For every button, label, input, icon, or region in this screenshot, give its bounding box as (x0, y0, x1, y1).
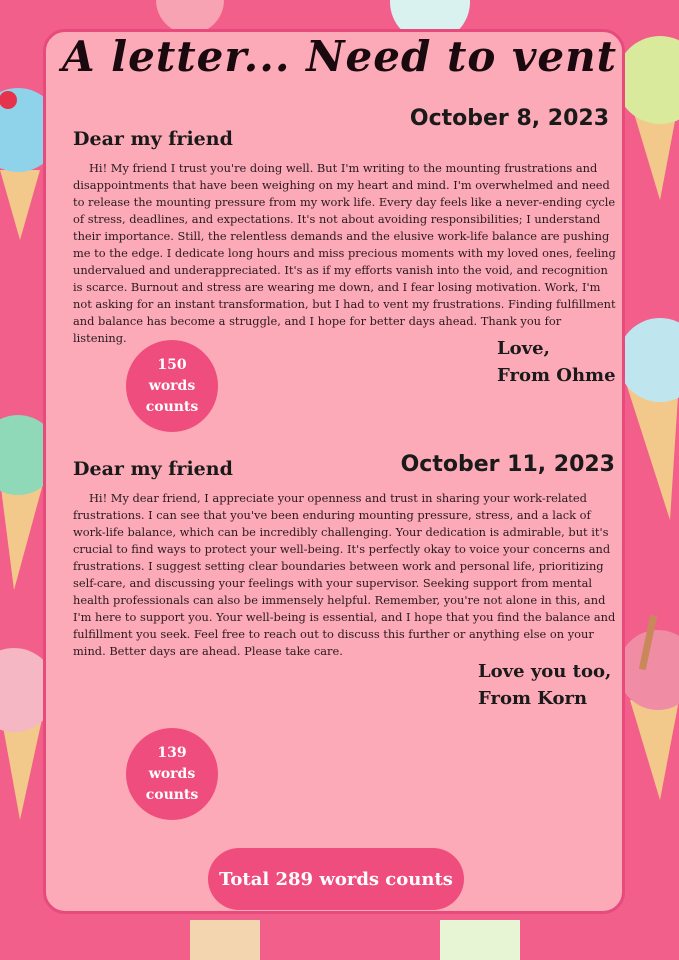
word-count-label: words (148, 377, 196, 394)
letter-signature: From Korn (478, 688, 588, 709)
letter-signature-block (478, 658, 611, 712)
word-count-label: counts (145, 786, 199, 803)
ice-cream-icon (190, 920, 520, 960)
word-count-badge (126, 728, 218, 820)
ice-cream-icon (618, 318, 679, 520)
letter-body: Hi! My dear friend, I appreciate your openness and trust in sharing your work-related frustrations. I can see that you've been enduring mounting pressure, stress, and a lack of work-life balance, which can be incredibly challenging. Your dedication is admirable, but it's crucial to find ways to protect your well-being. It's perfectly okay to voice your concerns and frustrations. I suggest setting clear boundaries between work and personal life, prioritizing self-care, and discussing your feelings with your supervisor. Seeking support from mental health professionals can also be immensely helpful. Remember, you're not alone in this, and I'm here to support you. Your well-being is essential, and I hope that you find the balance and fulfillment you seek. Feel free to reach out to discuss this further or anything else on your mind. Better days are ahead. Please take care. (73, 491, 616, 658)
letter-closing: Love you too, (478, 661, 612, 682)
letter-body: Hi! My friend I trust you're doing well. But I'm writing to the mounting frustrations and disappointments that have been weighing on my heart and mind. I'm overwhelmed and need to release the mounting pressure from my work life. Every day feels like a never-ending cycle of stress, deadlines, and expectations. It's not about avoiding responsibilities; I understand their importance. Still, the relentless demands and the elusive work-life balance are pushing me to the edge. I dedicate long hours and miss precious moments with my loved ones, feeling undervalued and underappreciated. It's as if my efforts vanish into the void, and recognition is scarce. Burnout and stress are wearing me down, and I fear losing motivation. Work, I'm not asking for an instant transformation, but I had to vent my frustrations. Finding fulfillment and balance has become a struggle, and I hope for better days ahead. Thank you for listening. (73, 161, 616, 345)
letter-closing: Love, (497, 338, 550, 359)
ice-cream-icon (618, 615, 679, 800)
word-count-number: 139 (157, 744, 187, 761)
total-word-count: Total 289 words counts (208, 848, 464, 910)
letter-signature-block (497, 335, 616, 389)
page-title: A letter... Need to vent (61, 32, 618, 81)
word-count-number: 150 (157, 356, 187, 373)
letter-date: October 11, 2023 (400, 452, 615, 477)
word-count-label: words (148, 765, 196, 782)
letter-date: October 8, 2023 (409, 106, 609, 131)
word-count-label: counts (145, 398, 199, 415)
word-count-badge (126, 340, 218, 432)
letter-signature: From Ohme (497, 365, 616, 386)
letter-greeting: Dear my friend (73, 128, 233, 150)
letter-greeting: Dear my friend (73, 458, 233, 480)
